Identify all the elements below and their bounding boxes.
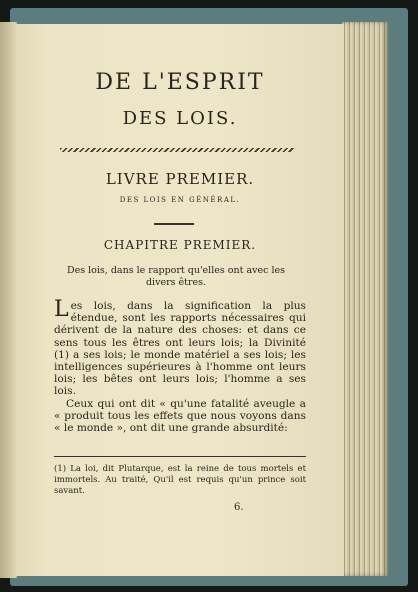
chapter-heading: CHAPITRE PREMIER. [103, 238, 257, 252]
page-number: 6. [234, 502, 244, 513]
footnote: (1) La loi, dit Plutarque, est la reine de tous mortels et immortels. Au traité, Qu'il est requis qu'un prince soit savant. [54, 464, 306, 496]
paragraph-1 [54, 297, 306, 398]
book-heading: LIVRE PREMIER. [105, 170, 255, 188]
short-rule [154, 223, 194, 225]
chapter-subtitle: Des lois, dans le rapport qu'elles ont avec les divers êtres. [67, 265, 285, 288]
title-line-1: DE L'ESPRIT [95, 70, 265, 95]
title-line-2: DES LOIS. [122, 108, 238, 129]
paragraph-2: Ceux qui ont dit « qu'une fatalité aveugle a « produit tous les effets que nous voyons dans « le monde », ont dit une grande absurdité: [54, 397, 306, 435]
ornamental-rule [60, 148, 294, 152]
page-edges [342, 22, 388, 576]
footnote-rule [54, 456, 306, 457]
body-text [54, 297, 306, 435]
drop-cap: L [54, 297, 69, 322]
book-subheading: DES LOIS EN GÉNÉRAL. [119, 196, 241, 204]
previous-page-edge [0, 22, 17, 578]
paragraph-1-text: es lois, dans la signification la plus étendue, sont les rapports nécessaires qui dérivent de la nature des choses: et dans ce sens tous les êtres ont leurs lois; la Divinité (1) a ses lois; le monde matériel a ses lois; les intelligences supérieures à l'homme ont leurs lois; les bêtes ont leurs lois; l'homme a ses lois. [54, 300, 306, 398]
book-page [16, 24, 344, 576]
